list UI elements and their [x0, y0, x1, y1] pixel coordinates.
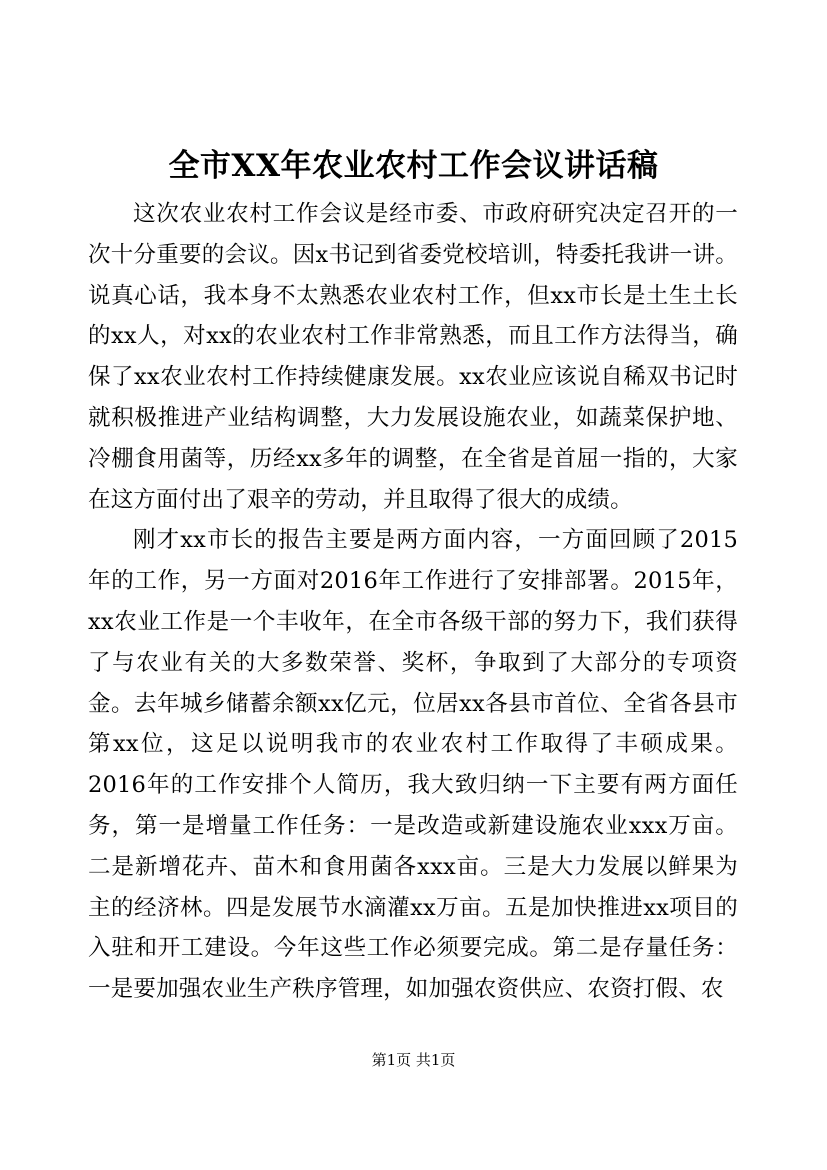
document-body — [88, 194, 738, 1010]
paragraph-1: 这次农业农村工作会议是经市委、市政府研究决定召开的一次十分重要的会议。因x书记到省委党校培训，特委托我讲一讲。说真心话，我本身不太熟悉农业农村工作，但xx市长是土生土长的xx人，对xx的农业农村工作非常熟悉，而且工作方法得当，确保了xx农业农村工作持续健康发展。xx农业应该说自稀双书记时就积极推进产业结构调整，大力发展设施农业，如蔬菜保护地、冷棚食用菌等，历经xx多年的调整，在全省是首屈一指的，大家在这方面付出了艰辛的劳动，并且取得了很大的成绩。 — [88, 201, 738, 513]
page-footer: 第1页 共1页 — [371, 1051, 456, 1069]
paragraph-2: 刚才xx市长的报告主要是两方面内容，一方面回顾了2015年的工作，另一方面对2016年工作进行了安排部署。2015年，xx农业工作是一个丰收年，在全市各级干部的努力下，我们获得了与农业有关的大多数荣誉、奖杯，争取到了大部分的专项资金。去年城乡储蓄余额xx亿元，位居xx各县市首位、全省各县市第xx位，这足以说明我市的农业农村工作取得了丰硕成果。2016年的工作安排个人简历，我大致归纳一下主要有两方面任务，第一是增量工作任务：一是改造或新建设施农业xxx万亩。二是新增花卉、苗木和食用菌各xxx亩。三是大力发展以鲜果为主的经济林。四是发展节水滴灌xx万亩。五是加快推进xx项目的入驻和开工建设。今年这些工作必须要完成。第二是存量任务：一是要加强农业生产秩序管理，如加强农资供应、农资打假、农 — [88, 527, 738, 1003]
document-title: 全市XX年农业农村工作会议讲话稿 — [168, 148, 659, 184]
